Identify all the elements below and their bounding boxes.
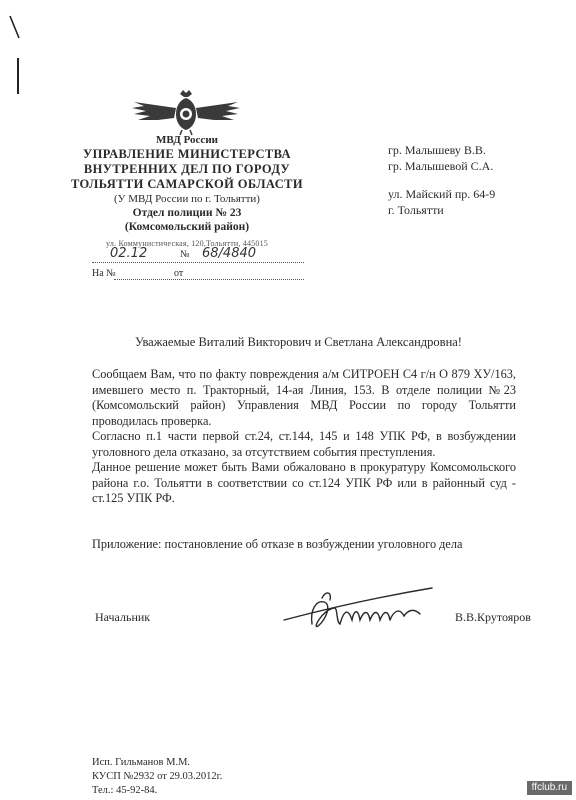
letter-body — [92, 367, 516, 507]
executor-phone: Тел.: 45-92-84. — [92, 785, 158, 796]
short-name: (У МВД России по г. Тольятти) — [114, 193, 260, 205]
registration-line — [92, 246, 304, 264]
watermark: ffclub.ru — [527, 781, 572, 795]
salutation: Уважаемые Виталий Викторович и Светлана Александровна! — [135, 335, 462, 349]
reg-number: 68/4840 — [202, 246, 257, 261]
paragraph-2: Согласно п.1 части первой ст.24, ст.144, 145 и 148 УПК РФ, в возбуждении уголовного дела отказано, за отсутствием события преступления. — [92, 429, 516, 459]
signatory-name: В.В.Крутояров — [455, 610, 531, 624]
department-line-2: ВНУТРЕННИХ ДЕЛ ПО ГОРОДУ — [83, 162, 291, 176]
sender-address: ул. Коммунистическая, 120,Тольятти, 445015 — [106, 239, 268, 248]
reference-line — [92, 267, 304, 283]
pen-marks — [0, 0, 40, 110]
district: (Комсомольский район) — [124, 221, 250, 233]
reg-number-label: № — [180, 249, 190, 260]
department-line-3: ТОЛЬЯТТИ САМАРСКОЙ ОБЛАСТИ — [70, 177, 303, 191]
recipient-block — [388, 142, 495, 218]
ministry-name: МВД России — [155, 134, 218, 146]
department-line-1: УПРАВЛЕНИЕ МИНИСТЕРСТВА — [83, 147, 291, 161]
attachment-note: Приложение: постановление об отказе в возбуждении уголовного дела — [92, 537, 463, 551]
executor-info — [92, 756, 222, 798]
recipient-line-1: гр. Малышеву В.В. — [388, 143, 486, 157]
ref-from-label: от — [174, 268, 184, 279]
paragraph-3: Данное решение может быть Вами обжаловано в прокуратуру Комсомольского района г.о. Тольятти в соответствии со ст.124 УПК РФ или в районный суд - ст.125 УПК РФ. — [92, 460, 516, 505]
police-dept: Отдел полиции № 23 — [132, 207, 242, 219]
recipient-line-2: гр. Малышевой С.А. — [388, 159, 494, 173]
sender-header — [62, 134, 312, 250]
eagle-emblem-icon — [128, 88, 244, 136]
signatory-title: Начальник — [95, 610, 151, 624]
handwritten-signature — [282, 580, 442, 638]
kusp-number: КУСП №2932 от 29.03.2012г. — [92, 771, 223, 782]
paragraph-1: Сообщаем Вам, что по факту повреждения а/м СИТРОЕН С4 г/н О 879 ХУ/163, имевшего место п. Тракторный, 14-ая Линия, 153. В отделе полиции №23 (Комсомольский район) Управления МВД России по городу Тольятти проводилась проверка. — [92, 367, 516, 428]
ref-label: На № — [92, 268, 116, 279]
recipient-line-3: ул. Майский пр. 64-9 — [388, 187, 496, 201]
reg-date: 02.12 — [110, 246, 148, 261]
recipient-line-4: г. Тольятти — [388, 203, 444, 217]
executor-name: Исп. Гильманов М.М. — [92, 757, 191, 768]
